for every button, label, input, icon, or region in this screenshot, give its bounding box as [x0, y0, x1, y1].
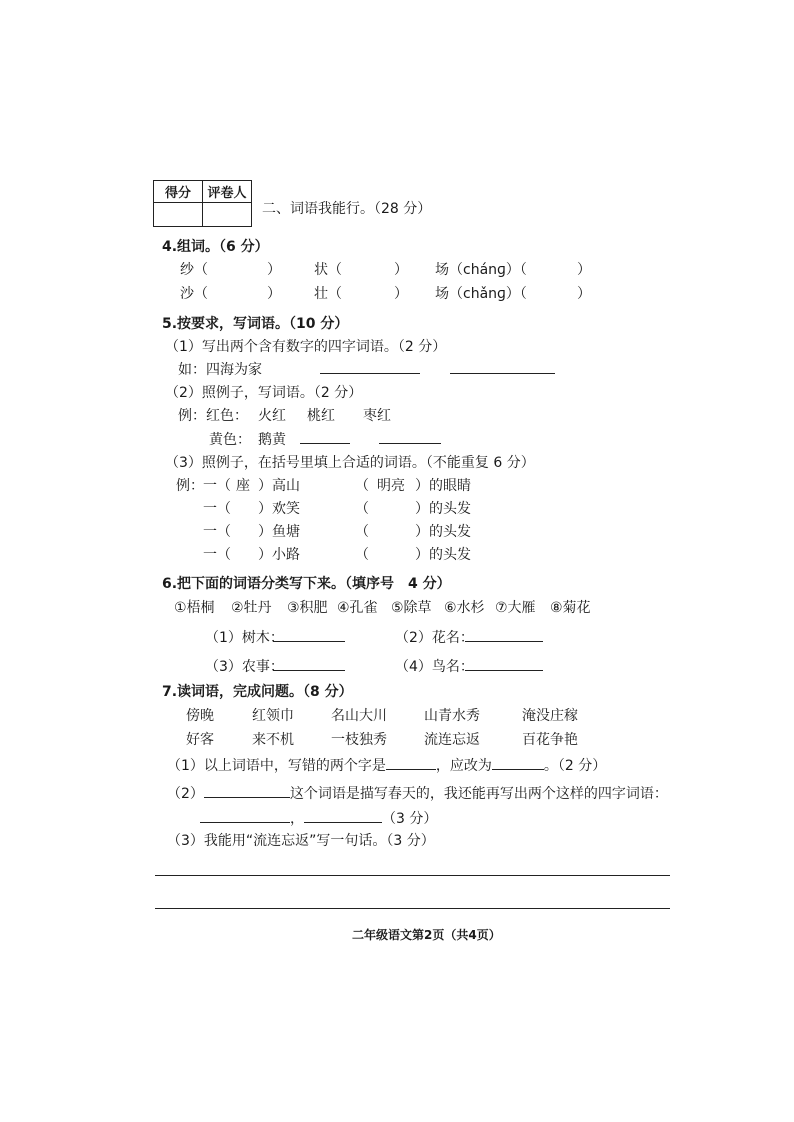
q5-p3-left-close: ）小路: [258, 547, 300, 563]
writing-line[interactable]: [155, 875, 670, 876]
q7-word: 百花争艳: [522, 732, 578, 748]
q7-p1: [167, 755, 606, 775]
q5-p3-right-open: （: [355, 524, 369, 540]
q7-p1-text: （1）以上词语中，写错的两个字是: [167, 758, 386, 774]
q7-p1-text: 。（2 分）: [543, 758, 607, 774]
q6-cat: （2）花名：: [395, 630, 474, 646]
q5-p3-right-close: ）的头发: [415, 547, 471, 563]
q7-p3: （3）我能用“流连忘返”写一句话。（3 分）: [167, 833, 435, 849]
q7-word: 山青水秀: [424, 708, 480, 724]
q4-item: 状（: [314, 262, 342, 278]
section-title: 二、词语我能行。（28 分）: [262, 201, 432, 217]
page-footer: 二年级语文第2页（共4页）: [352, 928, 501, 942]
score-label: 得分: [154, 181, 203, 203]
q5-p3-left-close: ）高山: [258, 478, 300, 494]
q6-word: ⑥水杉: [444, 600, 485, 616]
q7-word: 一枝独秀: [331, 732, 387, 748]
q5-p2-word: 火红: [258, 408, 286, 424]
writing-line[interactable]: [155, 908, 670, 909]
q7-p2: [167, 783, 668, 803]
answer-line[interactable]: [273, 670, 345, 671]
answer-line[interactable]: [273, 641, 345, 642]
q7-word: 好客: [186, 732, 214, 748]
q5-p2-word: 枣红: [363, 408, 391, 424]
q5-p3-right-open: （: [355, 501, 369, 517]
q4-paren-close: ）: [394, 262, 408, 278]
q7-p2-text: 这个词语是描写春天的，我还能再写出两个这样的四字词语：: [289, 786, 668, 802]
q5-p3-left-open: 一（: [203, 501, 231, 517]
q5-p3-right-fill: 明亮: [377, 478, 405, 494]
answer-line[interactable]: [300, 443, 350, 444]
score-table: [153, 180, 252, 227]
grader-label: 评卷人: [203, 181, 252, 203]
q5-p3-left-close: ）鱼塘: [258, 524, 300, 540]
q4-paren-close: ）: [577, 286, 591, 302]
q5-p3-left-close: ）欢笑: [258, 501, 300, 517]
q7-word: 傍晚: [186, 708, 214, 724]
q6-word: ④孔雀: [337, 600, 378, 616]
q6-word: ③积肥: [287, 600, 328, 616]
q5-p3-title: （3）照例子，在括号里填上合适的词语。（不能重复 6 分）: [165, 455, 535, 471]
q5-p3-right-close: ）的眼睛: [415, 478, 471, 494]
q7-word: 来不机: [252, 732, 294, 748]
q4-paren-close: ）: [394, 286, 408, 302]
q5-p2-task-word: 鹅黄: [258, 432, 286, 448]
q5-p2-title: （2）照例子，写词语。（2 分）: [165, 385, 363, 401]
q7-word: 红领巾: [252, 708, 294, 724]
answer-line[interactable]: [320, 373, 420, 374]
q7-title: 7.读词语，完成问题。（8 分）: [162, 684, 353, 700]
q6-cat: （3）农事：: [205, 659, 284, 675]
q5-p3-right-close: ）的头发: [415, 501, 471, 517]
q5-p3-right-open: （: [355, 547, 369, 563]
q5-p3-left-fill: 座: [236, 478, 250, 494]
q4-item: 壮（: [314, 286, 342, 302]
q5-p3-right-close: ）的头发: [415, 524, 471, 540]
q5-p1-title: （1）写出两个含有数字的四字词语。（2 分）: [165, 339, 447, 355]
q5-p3-example-prefix: 例：: [176, 478, 204, 494]
q5-p2-task-label: 黄色：: [209, 432, 251, 448]
answer-blank[interactable]: [304, 808, 382, 823]
grader-cell[interactable]: [203, 203, 252, 227]
q7-word: 名山大川: [331, 708, 387, 724]
q5-p2-example-label: 例：红色：: [178, 408, 248, 424]
q4-paren-close: ）: [267, 286, 281, 302]
q7-p2-text: （2）: [167, 786, 204, 802]
q7-word: 流连忘返: [424, 732, 480, 748]
q7-p1-text: ，应改为: [435, 758, 492, 774]
q7-p2-line2: [200, 808, 437, 828]
q5-p2-word: 桃红: [307, 408, 335, 424]
answer-blank[interactable]: [492, 755, 544, 770]
q7-p2-score: （3 分）: [382, 811, 438, 827]
q5-p3-right-open: （: [355, 478, 369, 494]
q7-p2-sep: ，: [290, 811, 304, 827]
answer-line[interactable]: [450, 373, 555, 374]
answer-line[interactable]: [379, 443, 441, 444]
q4-title: 4.组词。（6 分）: [162, 239, 269, 255]
q4-item: 纱（: [180, 262, 208, 278]
q4-paren-close: ）: [577, 262, 591, 278]
answer-blank[interactable]: [200, 808, 290, 823]
q4-item: 场（chánɡ）（: [435, 262, 527, 278]
q5-title: 5.按要求，写词语。（10 分）: [162, 316, 349, 332]
q6-word: ①梧桐: [174, 600, 215, 616]
q6-word: ②牡丹: [231, 600, 272, 616]
q6-word: ⑦大雁: [495, 600, 536, 616]
answer-blank[interactable]: [386, 755, 436, 770]
q6-cat: （4）鸟名：: [395, 659, 474, 675]
q6-title: 6.把下面的词语分类写下来。（填序号 4 分）: [162, 576, 451, 592]
q6-word: ⑧菊花: [550, 600, 591, 616]
q6-cat: （1）树木：: [205, 630, 284, 646]
q5-p1-example: 如：四海为家: [178, 362, 262, 378]
q5-p3-left-open: 一（: [203, 524, 231, 540]
answer-blank[interactable]: [204, 783, 290, 798]
answer-line[interactable]: [465, 641, 543, 642]
answer-line[interactable]: [465, 670, 543, 671]
q5-p3-left-open: 一（: [203, 547, 231, 563]
q7-word: 淹没庄稼: [522, 708, 578, 724]
score-cell[interactable]: [154, 203, 203, 227]
q4-paren-close: ）: [267, 262, 281, 278]
q6-word: ⑤除草: [391, 600, 432, 616]
q5-p3-left-open: 一（: [203, 478, 231, 494]
q4-item: 场（chǎnɡ）（: [435, 286, 527, 302]
q4-item: 沙（: [180, 286, 208, 302]
